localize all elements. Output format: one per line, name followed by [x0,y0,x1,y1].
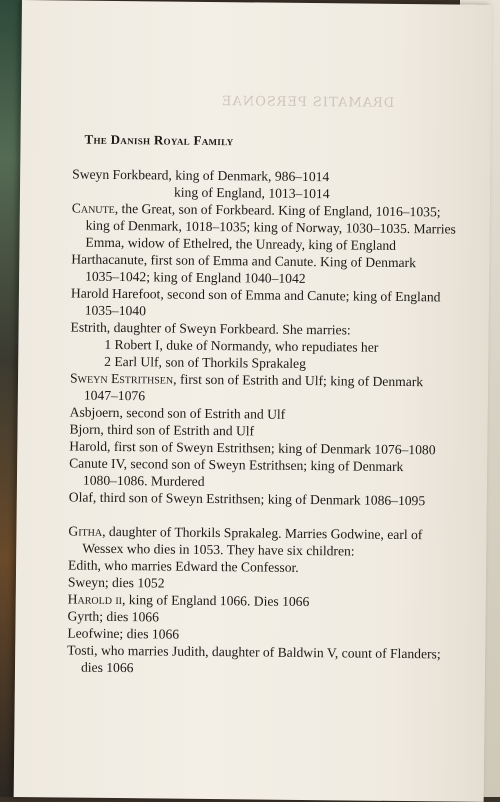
line-text: Gyrth; dies 1066 [67,608,160,625]
line-text: 1 Robert I, duke of Normandy, who repudiates her [104,336,379,355]
line-text: 1080–1086. Murdered [82,472,205,489]
line-text: Emma, widow of Ethelred, the Unready, king of England [85,234,397,253]
line-text: Asbjoern, second son of Estrith and Ulf [69,404,286,422]
show-through-heading: DRAMATIS PERSONAE [220,94,395,111]
name-small-caps: Canute [71,200,115,216]
name-small-caps: Githa [68,523,103,539]
page-content [67,131,493,680]
line-text: 1047–1076 [83,387,146,404]
section-title: The Danish Royal Family [84,131,234,149]
name-small-caps: Sweyn Estrithsen [69,370,174,387]
line-text: , daughter of Thorkils Sprakaleg. Marries Godwine, earl of [102,523,423,543]
line-text: Harthacanute, first son of Emma and Canute. King of Denmark [71,251,417,271]
line-text: , king of England 1066. Dies 1066 [121,592,310,610]
line-text: dies 1066 [80,659,134,676]
line-text: Olaf, third son of Sweyn Estrithsen; king of Denmark 1086–1095 [68,489,426,509]
line-text: Sweyn; dies 1052 [67,574,165,591]
line-text: Sweyn Forkbeard, king of Denmark, 986–1014 [72,166,330,185]
line-text: 1035–1042; king of England 1040–1042 [85,268,306,286]
line-text: Wessex who dies in 1053. They have six children: [82,540,355,559]
name-small-caps: Harold ii [67,591,123,608]
line-text: king of England, 1013–1014 [173,184,330,202]
line-text: Harold, first son of Sweyn Estrithsen; king of Denmark 1076–1080 [69,438,436,458]
book-page [14,0,492,802]
line-text: Leofwine; dies 1066 [67,625,180,642]
line-text: Harold Harefoot, second son of Emma and Canute; king of England [70,285,441,305]
line-text: Tosti, who marries Judith, daughter of Baldwin V, count of Flanders; [67,642,441,662]
line-text: 2 Earl Ulf, son of Thorkils Sprakaleg [104,353,307,371]
line-text: Edith, who marries Edward the Confessor. [68,557,299,575]
line-text: Estrith, daughter of Sweyn Forkbeard. She marries: [70,319,351,338]
line-text: 1035–1040 [84,302,147,319]
line-text: , first son of Estrith and Ulf; king of Denmark [173,371,424,390]
line-text: Canute IV, second son of Sweyn Estrithsen; king of Denmark [69,455,404,475]
line-text: , the Great, son of Forkbeard. King of England, 1016–1035; [114,200,441,220]
genealogy-list [67,166,492,680]
line-text: king of Denmark, 1018–1035; king of Norway, 1030–1035. Marries [85,217,456,237]
line-text: Bjorn, third son of Estrith and Ulf [69,421,255,439]
